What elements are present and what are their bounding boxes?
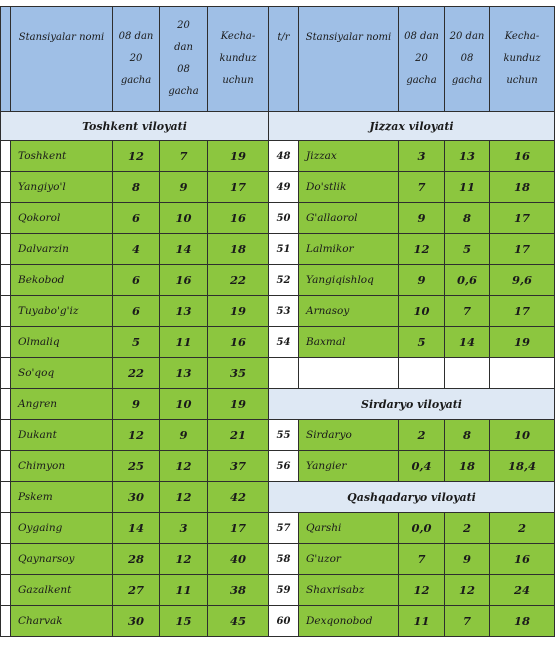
header-line: kunduz xyxy=(503,53,541,64)
left-edge-cell xyxy=(1,327,11,358)
value-08-20: 28 xyxy=(113,544,160,575)
table-row xyxy=(1,141,555,172)
value-08-20: 11 xyxy=(399,606,445,637)
station-name: Yangiqishloq xyxy=(299,265,399,296)
table-row xyxy=(1,420,555,451)
header-tr: t/r xyxy=(269,7,299,112)
header-08-20-right xyxy=(399,7,445,112)
value-08-20: 12 xyxy=(399,234,445,265)
empty-cell xyxy=(445,358,490,389)
value-08-20: 30 xyxy=(113,482,160,513)
value-20-08: 3 xyxy=(160,513,208,544)
value-08-20: 3 xyxy=(399,141,445,172)
station-name: Arnasoy xyxy=(299,296,399,327)
left-edge-cell xyxy=(1,389,11,420)
table-row xyxy=(1,606,555,637)
header-line: 20 xyxy=(415,53,428,64)
tr-number: 57 xyxy=(269,513,299,544)
value-20-08: 5 xyxy=(445,234,490,265)
header-08-20 xyxy=(113,7,160,112)
station-name: So'qoq xyxy=(11,358,113,389)
value-day: 45 xyxy=(208,606,269,637)
table-row xyxy=(1,358,555,389)
station-name: Qokorol xyxy=(11,203,113,234)
header-line: 08 xyxy=(460,53,474,64)
table-row xyxy=(1,544,555,575)
value-08-20: 5 xyxy=(399,327,445,358)
table-row xyxy=(1,513,555,544)
header-day xyxy=(208,7,269,112)
station-name: Yangiyo'l xyxy=(11,172,113,203)
left-edge-cell xyxy=(1,172,11,203)
left-edge-cell xyxy=(1,575,11,606)
header-day-right xyxy=(490,7,555,112)
tr-number: 51 xyxy=(269,234,299,265)
value-day: 17 xyxy=(490,203,555,234)
region-toshkent: Toshkent viloyati xyxy=(1,112,269,141)
tr-number: 52 xyxy=(269,265,299,296)
left-edge-cell xyxy=(1,513,11,544)
left-edge-cell xyxy=(1,544,11,575)
value-day: 19 xyxy=(208,389,269,420)
header-station-right: Stansiyalar nomi xyxy=(299,7,399,112)
header-line: Kecha- xyxy=(220,31,256,42)
station-name: Charvak xyxy=(11,606,113,637)
value-08-20: 10 xyxy=(399,296,445,327)
header-line: gacha xyxy=(120,75,152,86)
table-row xyxy=(1,482,555,513)
value-08-20: 12 xyxy=(113,141,160,172)
left-edge-cell xyxy=(1,296,11,327)
value-day: 17 xyxy=(208,172,269,203)
station-name: Olmaliq xyxy=(11,327,113,358)
precipitation-table xyxy=(0,6,555,637)
tr-number: 58 xyxy=(269,544,299,575)
table-row xyxy=(1,234,555,265)
value-day: 17 xyxy=(208,513,269,544)
value-08-20: 6 xyxy=(113,265,160,296)
table-row xyxy=(1,296,555,327)
header-line: dan xyxy=(174,42,193,53)
header-line: uchun xyxy=(506,75,538,86)
header-20-08 xyxy=(160,7,208,112)
value-day: 17 xyxy=(490,234,555,265)
station-name: Dalvarzin xyxy=(11,234,113,265)
left-edge-cell xyxy=(1,482,11,513)
value-day: 10 xyxy=(490,420,555,451)
station-name: Baxmal xyxy=(299,327,399,358)
value-08-20: 30 xyxy=(113,606,160,637)
value-08-20: 2 xyxy=(399,420,445,451)
station-name: Gazalkent xyxy=(11,575,113,606)
value-20-08: 8 xyxy=(445,203,490,234)
value-20-08: 13 xyxy=(160,358,208,389)
value-20-08: 12 xyxy=(160,544,208,575)
header-line: gacha xyxy=(406,75,437,86)
left-edge-cell xyxy=(1,420,11,451)
header-20-08-right xyxy=(445,7,490,112)
station-name: G'uzor xyxy=(299,544,399,575)
value-20-08: 2 xyxy=(445,513,490,544)
left-edge-cell xyxy=(1,234,11,265)
value-08-20: 12 xyxy=(113,420,160,451)
table-row xyxy=(1,389,555,420)
value-day: 16 xyxy=(208,203,269,234)
value-20-08: 8 xyxy=(445,420,490,451)
value-20-08: 12 xyxy=(160,482,208,513)
station-name: Shaxrisabz xyxy=(299,575,399,606)
station-name: Do'stlik xyxy=(299,172,399,203)
empty-cell xyxy=(490,358,555,389)
value-day: 21 xyxy=(208,420,269,451)
empty-cell xyxy=(269,358,299,389)
table-row xyxy=(1,575,555,606)
header-line: Kecha- xyxy=(504,31,540,42)
value-08-20: 0,4 xyxy=(399,451,445,482)
table-row xyxy=(1,172,555,203)
value-day: 22 xyxy=(208,265,269,296)
left-edge-cell xyxy=(1,358,11,389)
station-name: Toshkent xyxy=(11,141,113,172)
empty-cell xyxy=(299,358,399,389)
value-20-08: 11 xyxy=(160,327,208,358)
empty-cell xyxy=(399,358,445,389)
value-day: 19 xyxy=(490,327,555,358)
value-day: 24 xyxy=(490,575,555,606)
value-08-20: 9 xyxy=(113,389,160,420)
value-08-20: 12 xyxy=(399,575,445,606)
header-line: 20 xyxy=(129,53,143,64)
value-20-08: 9 xyxy=(445,544,490,575)
header-line: 08 dan xyxy=(404,31,439,42)
value-day: 19 xyxy=(208,141,269,172)
region-jizzax: Jizzax viloyati xyxy=(269,112,555,141)
station-name: Pskem xyxy=(11,482,113,513)
region-row xyxy=(1,112,555,141)
left-edge-cell xyxy=(1,203,11,234)
value-day: 18 xyxy=(490,172,555,203)
value-20-08: 7 xyxy=(445,606,490,637)
station-name: Angren xyxy=(11,389,113,420)
station-name: Jizzax xyxy=(299,141,399,172)
table-row xyxy=(1,203,555,234)
value-20-08: 9 xyxy=(160,420,208,451)
region-qashqadaryo: Qashqadaryo viloyati xyxy=(269,482,555,513)
value-20-08: 13 xyxy=(445,141,490,172)
value-day: 2 xyxy=(490,513,555,544)
value-20-08: 16 xyxy=(160,265,208,296)
value-08-20: 0,0 xyxy=(399,513,445,544)
value-20-08: 7 xyxy=(445,296,490,327)
value-08-20: 7 xyxy=(399,544,445,575)
station-name: Chimyon xyxy=(11,451,113,482)
header-line: 08 dan xyxy=(118,31,154,42)
station-name: Oygaing xyxy=(11,513,113,544)
value-08-20: 7 xyxy=(399,172,445,203)
header-station: Stansiyalar nomi xyxy=(11,7,113,112)
tr-number: 49 xyxy=(269,172,299,203)
tr-number: 54 xyxy=(269,327,299,358)
tr-number: 53 xyxy=(269,296,299,327)
value-day: 17 xyxy=(490,296,555,327)
table-row xyxy=(1,265,555,296)
left-edge-cell xyxy=(1,141,11,172)
value-20-08: 9 xyxy=(160,172,208,203)
header-line: kunduz xyxy=(219,53,257,64)
station-name: Tuyabo'g'iz xyxy=(11,296,113,327)
value-20-08: 10 xyxy=(160,389,208,420)
table-row xyxy=(1,451,555,482)
value-20-08: 15 xyxy=(160,606,208,637)
value-20-08: 12 xyxy=(445,575,490,606)
value-20-08: 10 xyxy=(160,203,208,234)
value-08-20: 9 xyxy=(399,265,445,296)
value-day: 16 xyxy=(208,327,269,358)
header-line: gacha xyxy=(168,86,199,97)
tr-number: 55 xyxy=(269,420,299,451)
value-day: 35 xyxy=(208,358,269,389)
value-day: 40 xyxy=(208,544,269,575)
value-20-08: 14 xyxy=(160,234,208,265)
station-name: Lalmikor xyxy=(299,234,399,265)
station-name: Qaynarsoy xyxy=(11,544,113,575)
value-08-20: 25 xyxy=(113,451,160,482)
value-day: 19 xyxy=(208,296,269,327)
left-edge-cell xyxy=(1,606,11,637)
tr-number: 50 xyxy=(269,203,299,234)
value-20-08: 13 xyxy=(160,296,208,327)
value-day: 38 xyxy=(208,575,269,606)
tr-number: 59 xyxy=(269,575,299,606)
header-line: gacha xyxy=(451,75,483,86)
station-name: Dexqonobod xyxy=(299,606,399,637)
header-line: 20 dan xyxy=(449,31,485,42)
value-20-08: 12 xyxy=(160,451,208,482)
header-line: 08 xyxy=(177,64,190,75)
station-name: Bekobod xyxy=(11,265,113,296)
header-line: uchun xyxy=(222,75,254,86)
tr-number: 48 xyxy=(269,141,299,172)
value-day: 9,6 xyxy=(490,265,555,296)
table-row xyxy=(1,327,555,358)
value-day: 16 xyxy=(490,544,555,575)
left-edge-cell xyxy=(1,265,11,296)
tr-number: 60 xyxy=(269,606,299,637)
value-day: 42 xyxy=(208,482,269,513)
station-name: Dukant xyxy=(11,420,113,451)
value-day: 18 xyxy=(490,606,555,637)
value-20-08: 11 xyxy=(445,172,490,203)
value-08-20: 5 xyxy=(113,327,160,358)
region-sirdaryo: Sirdaryo viloyati xyxy=(269,389,555,420)
value-08-20: 9 xyxy=(399,203,445,234)
value-20-08: 14 xyxy=(445,327,490,358)
value-08-20: 27 xyxy=(113,575,160,606)
value-08-20: 14 xyxy=(113,513,160,544)
station-name: Sirdaryo xyxy=(299,420,399,451)
header-row xyxy=(1,7,555,112)
station-name: Qarshi xyxy=(299,513,399,544)
value-08-20: 6 xyxy=(113,296,160,327)
value-20-08: 0,6 xyxy=(445,265,490,296)
left-edge-cell xyxy=(1,7,11,112)
station-name: Yangier xyxy=(299,451,399,482)
value-08-20: 8 xyxy=(113,172,160,203)
header-line: 20 xyxy=(177,20,190,31)
value-day: 18,4 xyxy=(490,451,555,482)
value-day: 18 xyxy=(208,234,269,265)
tr-number: 56 xyxy=(269,451,299,482)
value-20-08: 18 xyxy=(445,451,490,482)
value-day: 16 xyxy=(490,141,555,172)
left-edge-cell xyxy=(1,451,11,482)
value-20-08: 11 xyxy=(160,575,208,606)
value-day: 37 xyxy=(208,451,269,482)
value-08-20: 22 xyxy=(113,358,160,389)
value-20-08: 7 xyxy=(160,141,208,172)
value-08-20: 4 xyxy=(113,234,160,265)
station-name: G'allaorol xyxy=(299,203,399,234)
value-08-20: 6 xyxy=(113,203,160,234)
